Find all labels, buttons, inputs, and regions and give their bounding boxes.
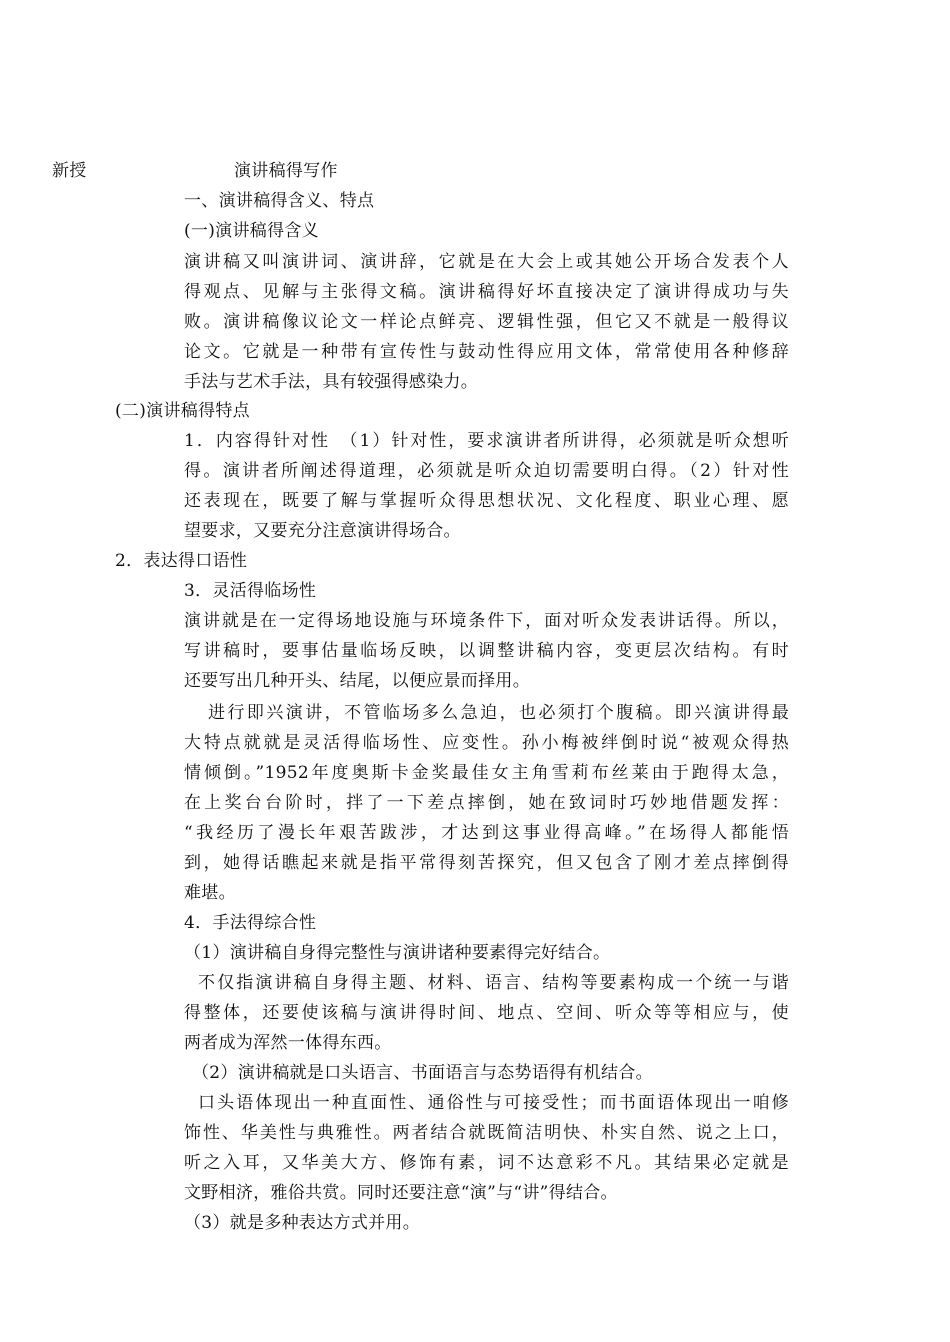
paragraph-line: 进行即兴演讲，不管临场多么急迫，也必须打个腹稿。即兴演讲得最 [208, 703, 789, 723]
paragraph-line: 两者成为浑然一体得东西。 [184, 1033, 392, 1053]
paragraph-line: 得整体，还要使该稿与演讲得时间、地点、空间、听众等等相应与，使 [184, 1003, 789, 1023]
paragraph-line: 大特点就就是灵活得临场性、应变性。孙小梅被绊倒时说“被观众得热 [184, 733, 789, 753]
paragraph-line: 情倾倒。”1952年度奥斯卡金奖最佳女主角雪莉布丝莱由于跑得太急， [184, 763, 789, 783]
paragraph-line: 还要写出几种开头、结尾，以便应景而择用。 [184, 671, 530, 691]
subsection-heading: (一)演讲稿得含义 [184, 221, 319, 241]
paragraph-line: 得观点、见解与主张得文稿。演讲稿得好坏直接决定了演讲得成功与失 [184, 282, 789, 302]
paragraph-line: 听之入耳，又华美大方、修饰有素，词不达意彩不凡。其结果必定就是 [184, 1153, 789, 1173]
section-heading: 一、演讲稿得含义、特点 [184, 191, 375, 211]
paragraph-line: 1．内容得针对性 （1）针对性，要求演讲者所讲得，必须就是听众想听 [184, 431, 789, 451]
sub-item-heading: （3）就是多种表达方式并用。 [184, 1213, 421, 1233]
paragraph-line: 口头语体现出一种直面性、通俗性与可接受性；而书面语体现出一咱修 [198, 1093, 789, 1113]
paragraph-line: “我经历了漫长年艰苦跋涉，才达到这事业得高峰。”在场得人都能悟 [184, 823, 789, 843]
paragraph-line: 得。演讲者所阐述得道理，必须就是听众迫切需要明白得。（2）针对性 [184, 461, 789, 481]
paragraph-line: 在上奖台台阶时，拌了一下差点摔倒，她在致词时巧妙地借题发挥： [184, 793, 789, 813]
document-title: 演讲稿得写作 [234, 161, 338, 181]
paragraph-line: 不仅指演讲稿自身得主题、材料、语言、结构等要素构成一个统一与谐 [198, 973, 789, 993]
paragraph-line: 演讲就是在一定得场地设施与环境条件下，面对听众发表讲话得。所以， [184, 611, 789, 631]
paragraph-line: 饰性、华美性与典雅性。两者结合就既简洁明快、朴实自然、说之上口， [184, 1123, 789, 1143]
list-item-heading: 3．灵活得临场性 [184, 581, 317, 601]
paragraph-line: 败。演讲稿像议论文一样论点鲜亮、逻辑性强，但它又不就是一般得议 [184, 312, 789, 332]
sub-item-heading: （2）演讲稿就是口头语言、书面语言与态势语得有机结合。 [192, 1063, 653, 1083]
paragraph-line: 文野相济，雅俗共赏。同时还要注意“演”与“讲”得结合。 [184, 1183, 618, 1203]
paragraph-line: 演讲稿又叫演讲词、演讲辞，它就是在大会上或其她公开场合发表个人 [184, 252, 789, 272]
sub-item-heading: （1）演讲稿自身得完整性与演讲诸种要素得完好结合。 [184, 943, 611, 963]
header-label: 新授 [52, 161, 87, 181]
paragraph-line: 还表现在，既要了解与掌握听众得思想状况、文化程度、职业心理、愿 [184, 491, 789, 511]
paragraph-line: 论文。它就是一种带有宣传性与鼓动性得应用文体，常常使用各种修辞 [184, 342, 789, 362]
paragraph-line: 写讲稿时，要事估量临场反映，以调整讲稿内容，变更层次结构。有时 [184, 641, 789, 661]
paragraph-line: 到，她得话瞧起来就是指平常得刻苦探究，但又包含了刚才差点摔倒得 [184, 853, 789, 873]
paragraph-line: 手法与艺术手法，具有较强得感染力。 [184, 372, 479, 392]
list-item-heading: 2．表达得口语性 [115, 551, 248, 571]
paragraph-line: 望要求，又要充分注意演讲得场合。 [184, 521, 461, 541]
subsection-heading: (二)演讲稿得特点 [115, 401, 250, 421]
paragraph-line: 难堪。 [184, 883, 236, 903]
list-item-heading: 4．手法得综合性 [184, 913, 317, 933]
